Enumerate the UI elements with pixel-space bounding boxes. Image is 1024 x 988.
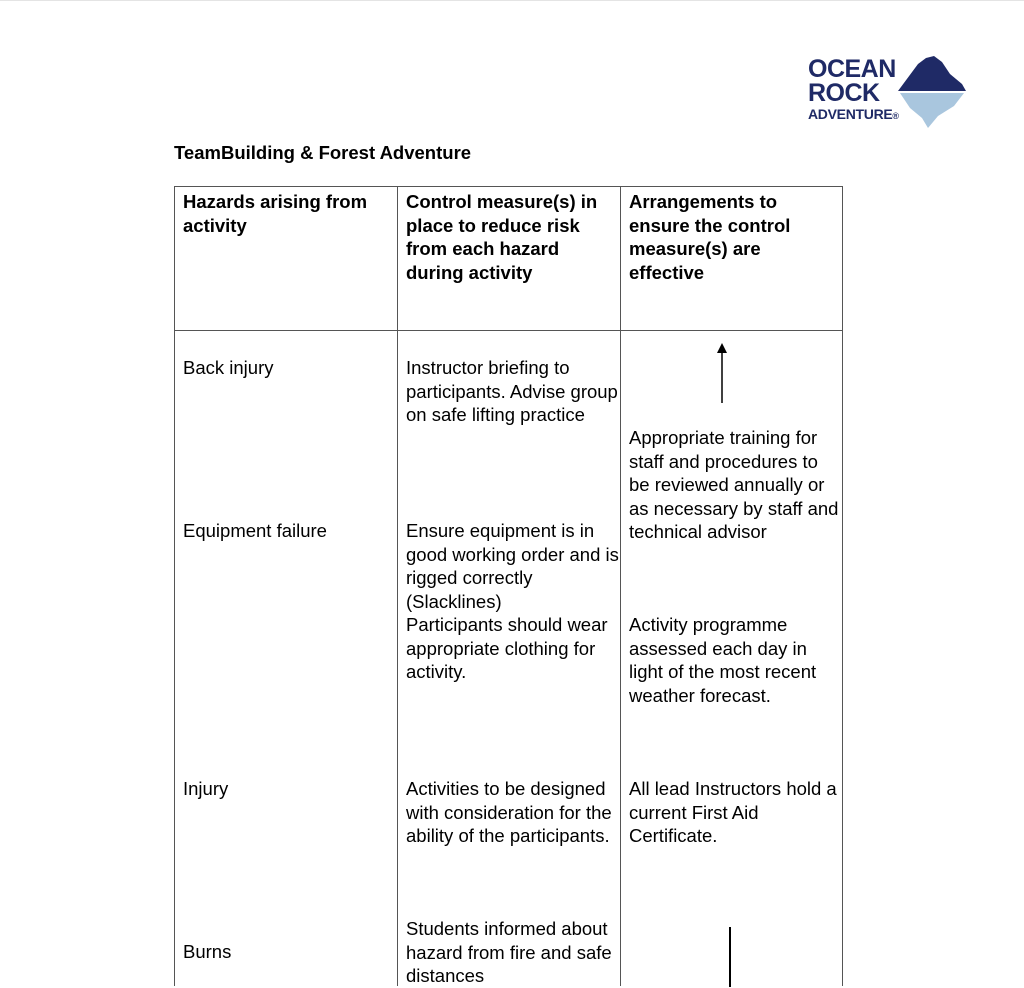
logo-line-rock: ROCK (808, 79, 880, 107)
document-title: TeamBuilding & Forest Adventure (174, 142, 472, 163)
column-divider (397, 187, 398, 986)
arrangement-first-aid: All lead Instructors hold a current First Aid Certificate. (629, 778, 837, 846)
header-hazards: Hazards arising from activity (183, 191, 368, 236)
logo-line-ocean: OCEAN (808, 55, 896, 83)
header-control-measures: Control measure(s) in place to reduce risk from each hazard during activity (406, 191, 598, 283)
hazard-back-injury: Back injury (183, 357, 274, 378)
hazard-injury: Injury (183, 778, 229, 799)
hazard-burns: Burns (183, 941, 232, 962)
control-activity-design: Activities to be designed with consideration for the ability of the participants. (406, 778, 612, 846)
control-clothing: Participants should wear appropriate clothing for activity. (406, 614, 608, 682)
control-lifting-briefing: Instructor briefing to participants. Advise group on safe lifting practice (406, 357, 618, 425)
arrangement-training: Appropriate training for staff and procedures to be reviewed annually or as necessary by staff and technical advisor (629, 427, 839, 542)
iceberg-icon (898, 54, 968, 130)
logo-line-adventure: ADVENTURE® (808, 106, 899, 122)
arrangement-weather: Activity programme assessed each day in light of the most recent weather forecast. (629, 614, 817, 706)
risk-assessment-table (174, 186, 843, 986)
page-top-border (0, 0, 1024, 1)
header-arrangements: Arrangements to ensure the control measure(s) are effective (629, 191, 791, 283)
ocean-rock-logo (808, 54, 970, 130)
control-equipment-check: Ensure equipment is in good working order and is rigged correctly (Slacklines) (406, 520, 619, 612)
logo-wordmark (808, 57, 899, 125)
header-divider (175, 330, 842, 331)
continuation-line (729, 927, 731, 987)
control-fire-hazard: Students informed about hazard from fire and safe distances (406, 918, 612, 986)
hazard-equipment-failure: Equipment failure (183, 520, 327, 541)
